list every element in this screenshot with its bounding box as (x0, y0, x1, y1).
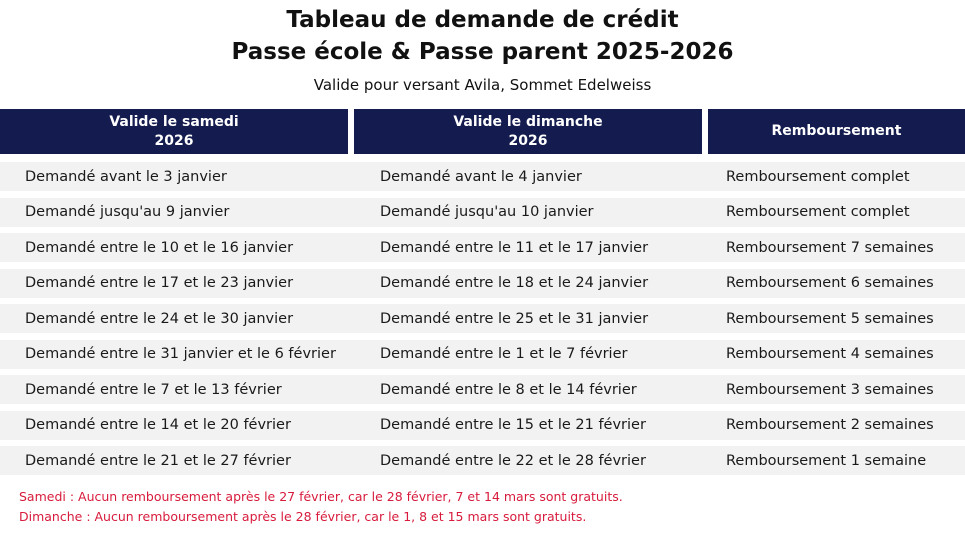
table-row (0, 375, 965, 404)
header-samedi-label: Valide le samedi (109, 113, 239, 130)
cell-samedi: Demandé jusqu'au 9 janvier (25, 204, 230, 220)
note-dimanche: Dimanche : Aucun remboursement après le 28 février, car le 1, 8 et 15 mars sont gratuits. (19, 509, 587, 524)
cell-dimanche: Demandé avant le 4 janvier (380, 168, 582, 185)
header-dimanche (354, 109, 702, 154)
header-samedi-year: 2026 (154, 132, 194, 149)
cell-remboursement: Remboursement complet (726, 204, 910, 220)
cell-dimanche: Demandé entre le 1 et le 7 février (380, 346, 628, 362)
table-row (0, 198, 965, 227)
cell-dimanche: Demandé entre le 22 et le 28 février (380, 452, 646, 469)
cell-samedi: Demandé entre le 7 et le 13 février (25, 381, 282, 398)
cell-dimanche: Demandé entre le 8 et le 14 février (380, 381, 637, 398)
header-remboursement (708, 109, 965, 154)
cell-samedi: Demandé entre le 17 et le 23 janvier (25, 275, 294, 291)
table-row (0, 411, 965, 440)
header-remboursement-label: Remboursement (771, 123, 902, 139)
page-subtitle: Valide pour versant Avila, Sommet Edelweiss (313, 76, 652, 94)
cell-remboursement: Remboursement 4 semaines (726, 346, 934, 362)
page-title-line-2: Passe école & Passe parent 2025-2026 (231, 39, 734, 65)
header-dimanche-year: 2026 (508, 132, 548, 149)
cell-dimanche: Demandé entre le 18 et le 24 janvier (380, 275, 649, 291)
cell-samedi: Demandé avant le 3 janvier (25, 168, 227, 185)
cell-samedi: Demandé entre le 24 et le 30 janvier (25, 310, 294, 327)
cell-dimanche: Demandé entre le 25 et le 31 janvier (380, 310, 649, 327)
table-row (0, 340, 965, 369)
cell-samedi: Demandé entre le 14 et le 20 février (25, 417, 291, 433)
cell-samedi: Demandé entre le 21 et le 27 février (25, 452, 291, 469)
table-body (0, 162, 965, 482)
header-dimanche-label: Valide le dimanche (453, 113, 603, 130)
cell-samedi: Demandé entre le 10 et le 16 janvier (25, 239, 294, 256)
cell-remboursement: Remboursement 3 semaines (726, 381, 934, 398)
cell-dimanche: Demandé jusqu'au 10 janvier (380, 204, 594, 220)
table-row (0, 162, 965, 191)
cell-remboursement: Remboursement complet (726, 168, 910, 185)
cell-remboursement: Remboursement 2 semaines (726, 417, 934, 433)
table-row (0, 446, 965, 475)
page-title: Tableau de demande de crédit (286, 7, 679, 33)
cell-remboursement: Remboursement 5 semaines (726, 310, 934, 327)
table-row (0, 233, 965, 262)
cell-samedi: Demandé entre le 31 janvier et le 6 février (25, 346, 336, 362)
table-row (0, 304, 965, 333)
cell-remboursement: Remboursement 1 semaine (726, 452, 927, 469)
table-row (0, 269, 965, 298)
cell-remboursement: Remboursement 6 semaines (726, 275, 934, 291)
header-samedi (0, 109, 348, 154)
cell-remboursement: Remboursement 7 semaines (726, 239, 934, 256)
note-samedi: Samedi : Aucun remboursement après le 27 février, car le 28 février, 7 et 14 mars sont gratuits. (19, 489, 623, 504)
cell-dimanche: Demandé entre le 15 et le 21 février (380, 417, 646, 433)
cell-dimanche: Demandé entre le 11 et le 17 janvier (380, 239, 649, 256)
